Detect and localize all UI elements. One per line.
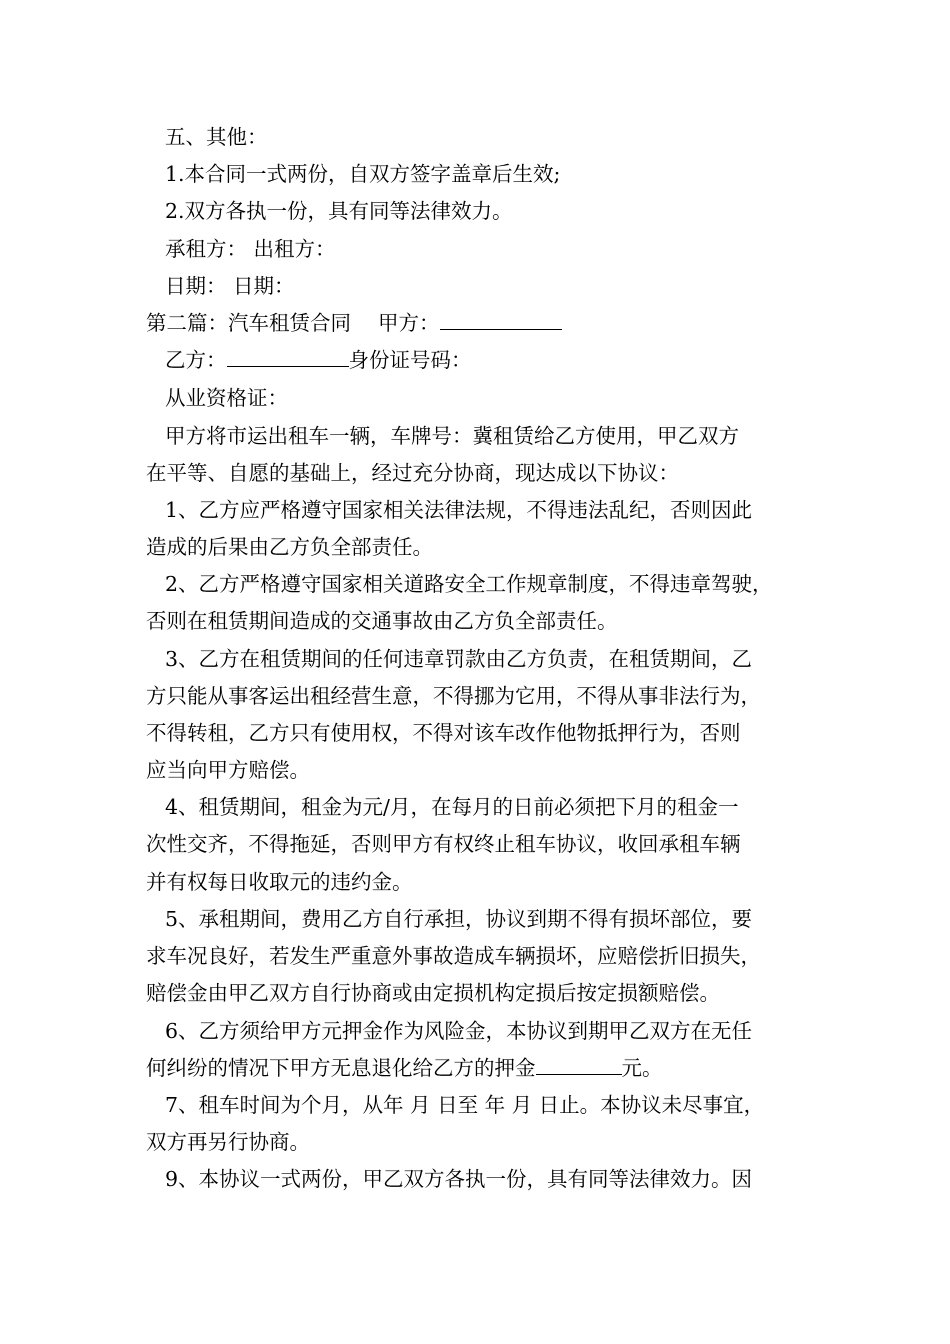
clause-4-line: 并有权每日收取元的违约金。 <box>146 870 413 894</box>
clause-line: 2.双方各执一份，具有同等法律效力。 <box>165 199 513 223</box>
clause-3-line: 3、乙方在租赁期间的任何违章罚款由乙方负责，在租赁期间，乙 <box>165 647 753 671</box>
deposit-blank <box>536 1056 622 1075</box>
clause-9-line: 9、本协议一式两份，甲乙双方各执一份，具有同等法律效力。因 <box>165 1167 753 1191</box>
clause-2-line: 否则在租赁期间造成的交通事故由乙方负全部责任。 <box>146 609 618 633</box>
signature-parties-line: 承租方： 出租方： <box>165 237 336 261</box>
clause-3-line: 不得转租，乙方只有使用权，不得对该车改作他物抵押行为，否则 <box>146 721 741 745</box>
clause-line: 1.本合同一式两份，自双方签字盖章后生效; <box>165 162 561 186</box>
clause-3-line: 方只能从事客运出租经营生意，不得挪为它用，不得从事非法行为， <box>146 684 761 708</box>
party-b-line <box>165 346 472 374</box>
party-b-blank <box>227 348 349 367</box>
second-contract-title-line <box>146 309 562 337</box>
clause-2-line: 2、乙方严格遵守国家相关道路安全工作规章制度，不得违章驾驶， <box>165 572 773 596</box>
section-heading-other: 五、其他： <box>165 125 268 149</box>
id-number-label: 身份证号码： <box>348 348 472 372</box>
deposit-unit: 元。 <box>621 1056 663 1080</box>
party-b-label: 乙方： <box>165 348 227 372</box>
clause-4-line: 4、租赁期间，租金为元/月，在每月的日前必须把下月的租金一 <box>165 795 739 819</box>
clause-3-line: 应当向甲方赔偿。 <box>146 758 310 782</box>
clause-5-line: 求车况良好，若发生严重意外事故造成车辆损坏，应赔偿折旧损失， <box>146 944 761 968</box>
paragraph-line: 在平等、自愿的基础上，经过充分协商，现达成以下协议： <box>146 461 679 485</box>
second-contract-title: 第二篇：汽车租赁合同 甲方： <box>146 311 440 335</box>
clause-6-line <box>146 1054 663 1082</box>
clause-5-line: 5、承租期间，费用乙方自行承担，协议到期不得有损坏部位，要 <box>165 907 753 931</box>
clause-1-line: 造成的后果由乙方负全部责任。 <box>146 535 433 559</box>
party-a-blank <box>440 311 562 330</box>
deposit-text: 何纠纷的情况下甲方无息退化给乙方的押金 <box>146 1056 536 1080</box>
clause-1-line: 1、乙方应严格遵守国家相关法律法规，不得违法乱纪，否则因此 <box>165 498 753 522</box>
paragraph-line: 甲方将市运出租车一辆，车牌号：冀租赁给乙方使用，甲乙双方 <box>165 424 739 448</box>
clause-7-line: 双方再另行协商。 <box>146 1130 310 1154</box>
qualification-line: 从业资格证： <box>165 386 288 410</box>
signature-date-line: 日期： 日期： <box>165 274 295 298</box>
clause-6-line: 6、乙方须给甲方元押金作为风险金，本协议到期甲乙双方在无任 <box>165 1019 753 1043</box>
clause-5-line: 赔偿金由甲乙双方自行协商或由定损机构定损后按定损额赔偿。 <box>146 981 720 1005</box>
clause-7-line: 7、租车时间为个月，从年 月 日至 年 月 日止。本协议未尽事宜， <box>165 1093 765 1117</box>
clause-4-line: 次性交齐，不得拖延，否则甲方有权终止租车协议，收回承租车辆 <box>146 832 741 856</box>
